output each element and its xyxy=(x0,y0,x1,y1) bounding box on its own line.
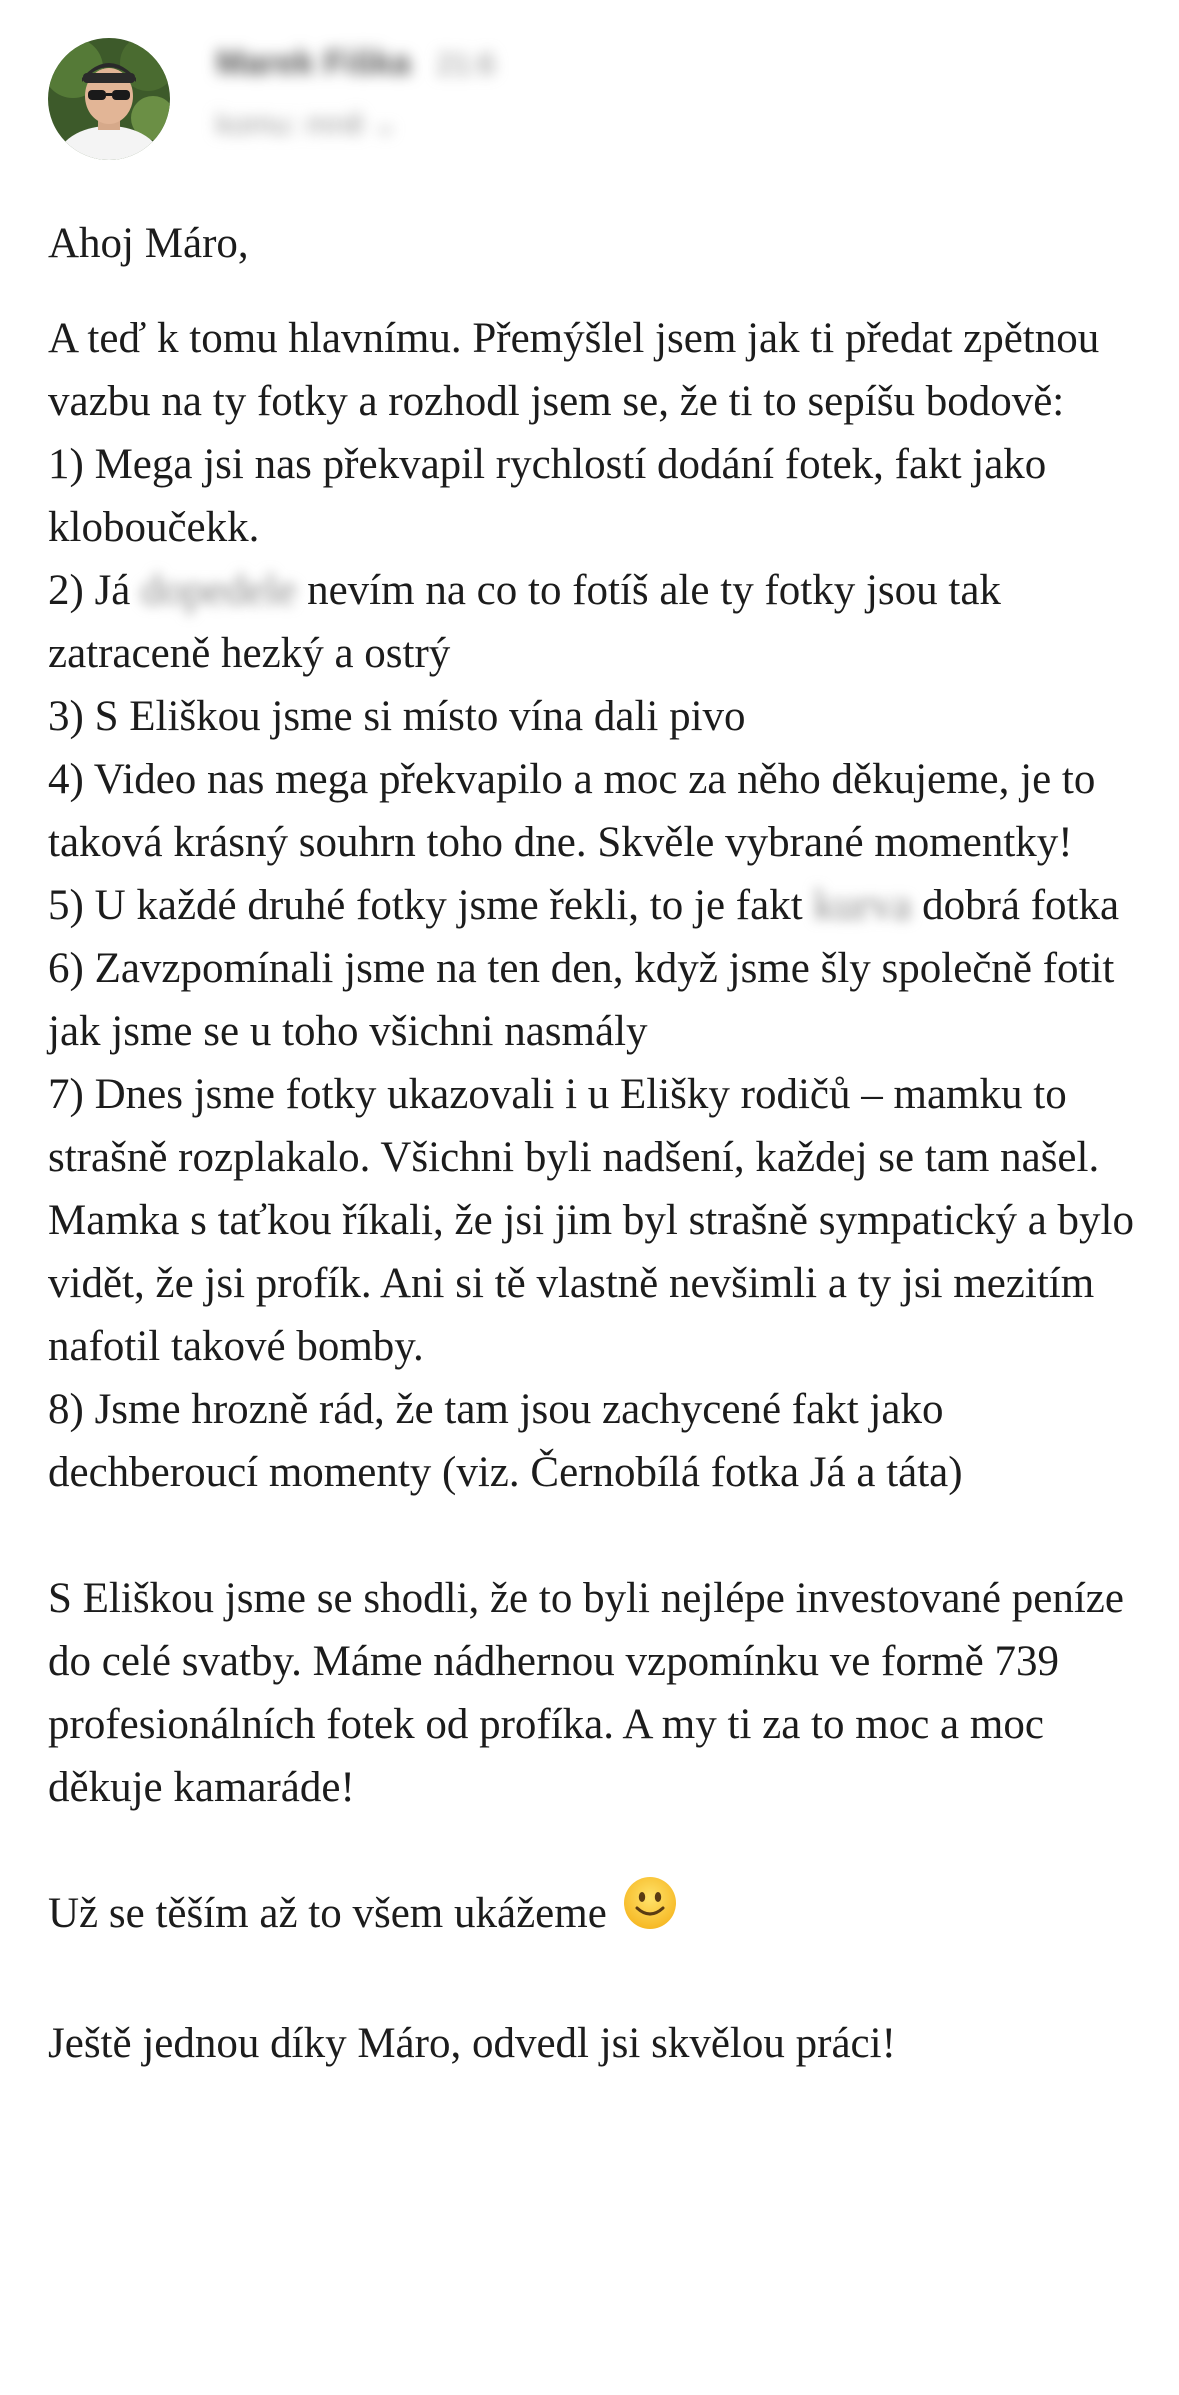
closing-line-text: Už se těším až to všem ukážeme xyxy=(48,1890,607,1937)
list-item: 6) Zavzpomínali jsme na ten den, když jsme šly společně fotit jak jsme se u toho všichni nasmály xyxy=(48,945,1115,1055)
list-item: 1) Mega jsi nas překvapil rychlostí dodání fotek, fakt jako kloboučekk. xyxy=(48,441,1047,551)
closing-paragraph: S Eliškou jsme se shodli, že to byli nejlépe investované peníze do celé svatby. Máme nádhernou vzpomínku ve formě 739 profesionálních fotek od profíka. A my ti za to moc a moc děkuje kamaráde! xyxy=(48,1575,1124,1811)
censored-word: dopedele xyxy=(141,567,297,614)
greeting: Ahoj Máro, xyxy=(48,220,249,267)
signoff-line: Ještě jednou díky Máro, odvedl jsi skvělou práci! xyxy=(48,2020,896,2068)
list-item xyxy=(48,874,1148,937)
list-item-text: 2) Já xyxy=(48,567,131,614)
email-body xyxy=(48,212,1148,2075)
email-header xyxy=(48,38,1128,162)
list-item: 7) Dnes jsme fotky ukazovali i u Elišky rodičů – mamku to strašně rozplakalo. Všichni byli nadšení, každej se tam našel. Mamka s taťkou říkali, že jsi jim byl strašně sympatický a bylo vidět, že jsi profík. Ani si tě vlastně nevšimli a ty jsi mezitím nafotil takové bomby. xyxy=(48,1071,1135,1370)
closing-line xyxy=(48,1882,1148,1949)
list-item-text: 5) U každé druhé fotky jsme řekli, to je fakt xyxy=(48,882,803,929)
sender-name[interactable]: Marek Fiška xyxy=(216,44,411,82)
list-item-text: dobrá fotka xyxy=(922,882,1120,929)
avatar-photo-icon xyxy=(48,38,170,160)
smiley-emoji-icon xyxy=(622,1875,678,1949)
sender-time: 21:6 xyxy=(436,48,496,81)
list-item: 4) Video nas mega překvapilo a moc za něho děkujeme, je to taková krásný souhrn toho dne. Skvěle vybrané momentky! xyxy=(48,756,1096,866)
list-item-text: nevím na co to fotíš ale ty fotky jsou tak zatraceně hezký a ostrý xyxy=(48,567,1001,677)
avatar[interactable] xyxy=(48,38,170,160)
list-item: 3) S Eliškou jsme si místo vína dali pivo xyxy=(48,693,746,740)
censored-word: kurva xyxy=(813,882,912,929)
sender-info xyxy=(216,44,495,142)
intro-text: A teď k tomu hlavnímu. Přemýšlel jsem jak ti předat zpětnou vazbu na ty fotky a rozhodl jsem se, že ti to sepíšu bodově: xyxy=(48,315,1100,425)
list-item xyxy=(48,559,1148,685)
list-item: 8) Jsme hrozně rád, že tam jsou zachycené fakt jako dechberoucí momenty (viz. Černobílá fotka Já a táta) xyxy=(48,1386,963,1496)
recipient-toggle[interactable]: komu: mně ⌄ xyxy=(216,108,398,141)
